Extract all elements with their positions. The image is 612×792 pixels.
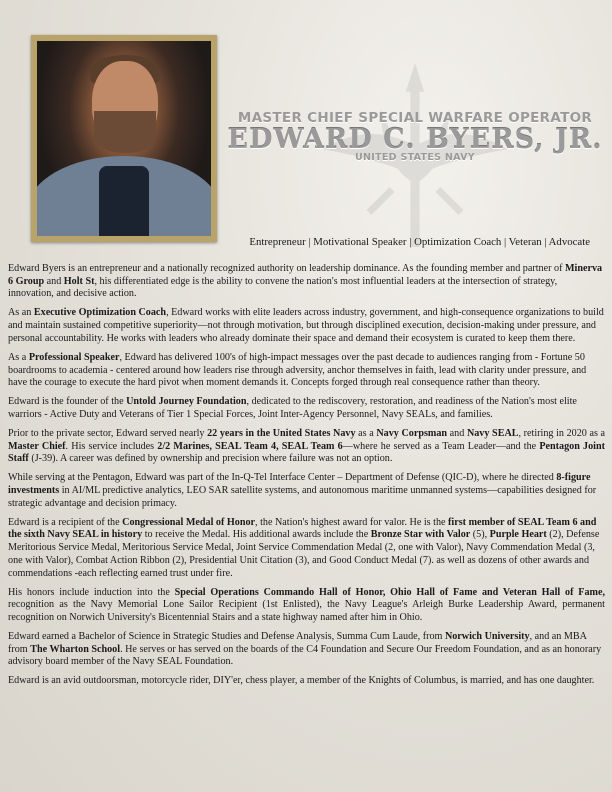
title-block [225,110,605,163]
bio-paragraph: Edward is an avid outdoorsman, motorcycle rider, DIY'er, chess player, a member of the Knights of Columbus, is married, and has one daughter. [8,675,595,687]
bio-paragraph: As an Executive Optimization Coach, Edward works with elite leaders across industry, government, and high-consequence organizations to build and maintain sustained competitive superiority—not through motivation, but through disciplined execution, decision-making under pressure, and personal accountability. He works with leaders who already dominate their space and demand their ecosystem is curated to keep them there. [8,307,604,344]
bio-paragraph: Edward Byers is an entrepreneur and a nationally recognized authority on leadership dominance. As the founding member and partner of Minerva 6 Group and Holt St, his differentiated edge is the ability to convene the nation's most influential leaders at the intersection of strategy, innovation, and decisive action. [8,263,603,300]
bio-paragraph: Edward is a recipient of the Congressional Medal of Honor, the Nation's highest award for valor. He is the first member of SEAL Team 6 and the sixth Navy SEAL in history to receive the Medal. His additional awards include the Bronze Star with Valor (5), Purple Heart (2), Defense Meritorious Service Medal, Meritorious Service Medal, Joint Service Commendation Medal (2, one with Valor), Navy Commendation Medal (3, one with Valor), Combat Action Ribbon (2), Presidential Unit Citation (3), and Good Conduct Medal (7). as well as dozens of other awards and commendations -each reflecting earned trust under fire. [8,516,600,579]
bio-paragraph: Edward earned a Bachelor of Science in Strategic Studies and Defense Analysis, Summa Cum Laude, from Norwich University, and an MBA from The Wharton School. He serves or has served on the boards of the C4 Foundation and Secure Our Freedom Foundation, and as an honorary advisory board member of the Navy SEAL Foundation. [8,630,602,668]
bio-body [8,263,605,694]
bio-paragraph: Prior to the private sector, Edward served nearly 22 years in the United States Navy as a Navy Corpsman and Navy SEAL, retiring in 2020 as a Master Chief. His service includes 2/2 Marines, SEAL Team 4, SEAL Team 6—where he served as a Team Leader—and the Pentagon Joint Staff (J-39). A career was defined by ownership and precision where failure was not an option. [8,427,606,465]
branch-title: UNITED STATES NAVY [355,152,475,163]
portrait-photo [37,41,211,236]
bio-paragraph: Edward is the founder of the Untold Journey Foundation, dedicated to the rediscovery, restoration, and readiness of the Nation's most elite warriors - Active Duty and Veterans of Tier 1 Special Forces, Joint Inter-Agency Personnel, Navy SEALs, and families. [8,396,577,420]
bio-paragraph: While serving at the Pentagon, Edward was part of the In-Q-Tel Interface Center – Department of Defense (QIC-D), where he directed 8-figure investments in AI/ML predictive analytics, LEO SAR satellite systems, and autonomous maritime unmanned systems—capabilities designed for strategic advantage and decision primacy. [8,472,597,509]
person-name: EDWARD C. BYERS, JR. [227,124,603,155]
rank-title: MASTER CHIEF SPECIAL WARFARE OPERATOR [237,110,593,126]
bio-paragraph: His honors include induction into the Special Operations Commando Hall of Honor, Ohio Hall of Fame and Veteran Hall of Fame, recognition as the Navy Memorial Lone Sailor Recipient (1st Enlisted), the Navy League's Arleigh Burke Leadership Award, permanent recognition on Norwich University's Bicentennial Stairs and a state highway named after him in Ohio. [8,586,605,623]
portrait-frame [31,35,217,242]
bio-paragraph: As a Professional Speaker, Edward has delivered 100's of high-impact messages over the past decade to audiences ranging from - Fortune 50 boardrooms to academia - centered around how leaders rise through adversity, anchor themselves in faith, lead with clarity under pressure, and have the courage to execute the hard pivot when moment demands it. Concepts forged through real consequence rather than theory. [8,351,587,389]
tagline: Entrepreneur | Motivational Speaker | Optimization Coach | Veteran | Advocate [249,236,590,248]
